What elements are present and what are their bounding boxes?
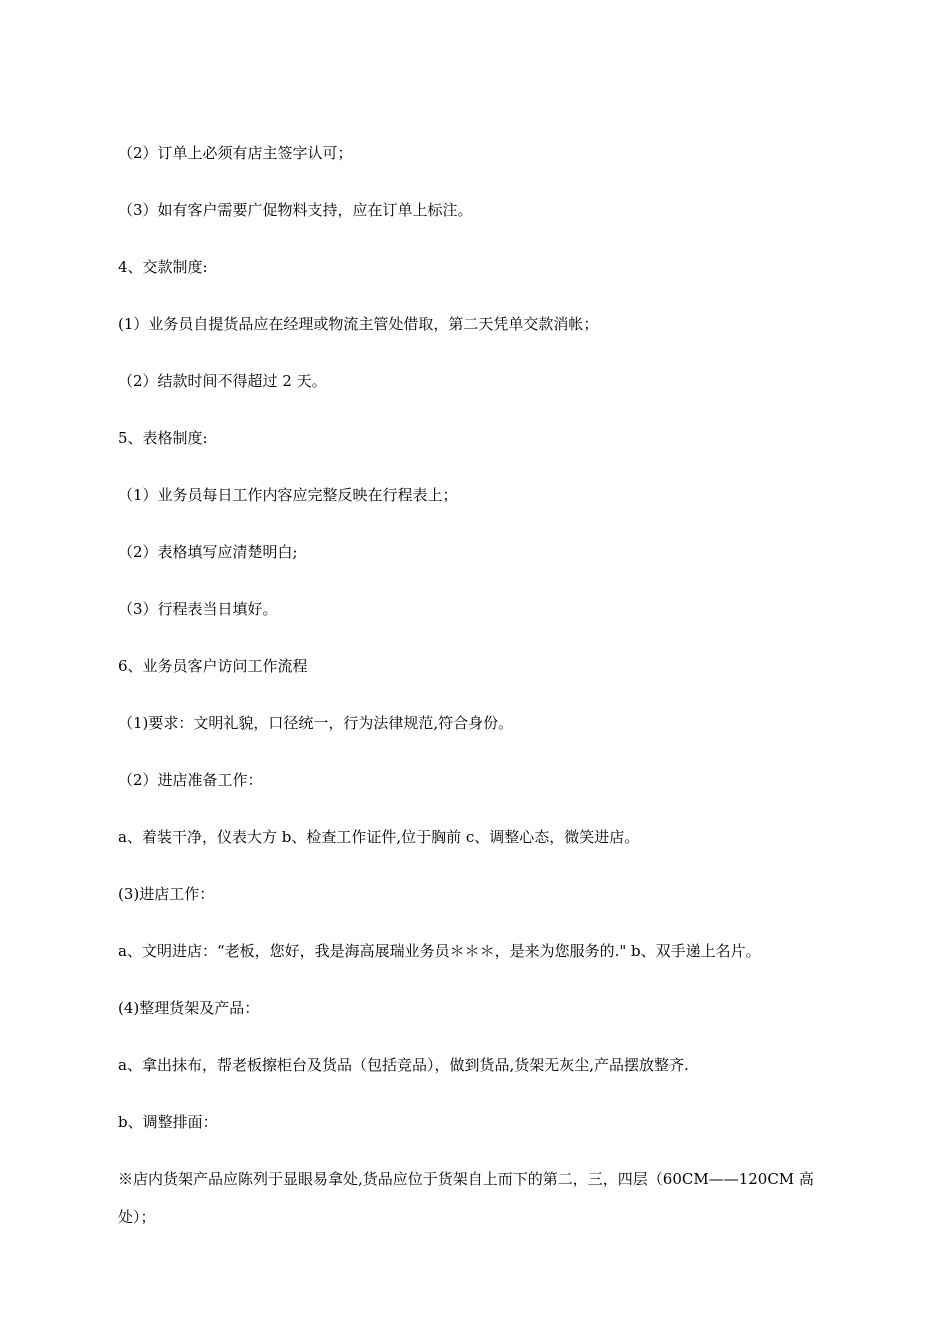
paragraph-form-same-day: （3）行程表当日填好。 <box>118 600 278 618</box>
paragraph-order-signature: （2）订单上必须有店主签字认可； <box>118 144 353 162</box>
paragraph-form-itinerary: （1）业务员每日工作内容应完整反映在行程表上； <box>118 486 458 504</box>
paragraph-clean-counter: a、拿出抹布，帮老板擦柜台及货品（包括竞品），做到货品,货架无灰尘,产品摆放整齐. <box>118 1056 689 1074</box>
paragraph-preparation-steps: a、着装干净，仪表大方 b、检查工作证件,位于胸前 c、调整心态，微笑进店。 <box>118 828 640 846</box>
paragraph-shelf-arrangement: (4)整理货架及产品： <box>118 999 260 1017</box>
paragraph-order-promo-material: （3）如有客户需要广促物料支持，应在订单上标注。 <box>118 201 473 219</box>
paragraph-payment-pickup: (1）业务员自提货品应在经理或物流主管处借取，第二天凭单交款消帐； <box>118 315 599 333</box>
paragraph-payment-deadline: （2）结款时间不得超过 2 天。 <box>118 372 327 390</box>
heading-visit-workflow: 6、业务员客户访问工作流程 <box>118 657 308 675</box>
paragraph-entering-store: (3)进店工作： <box>118 885 215 903</box>
paragraph-shelf-placement-note: ※店内货架产品应陈列于显眼易拿处,货品应位于货架自上而下的第二，三，四层（60CM——120CM 高处）； <box>118 1170 814 1226</box>
paragraph-form-clarity: （2）表格填写应清楚明白; <box>118 543 298 561</box>
paragraph-adjust-facing: b、调整排面： <box>118 1113 218 1131</box>
paragraph-visit-preparation: （2）进店准备工作： <box>118 771 263 789</box>
paragraph-visit-requirements: （1)要求：文明礼貌，口径统一，行为法律规范,符合身份。 <box>118 714 514 732</box>
paragraph-greeting-steps: a、文明进店：“老板，您好，我是海高展瑞业务员＊＊＊，是来为您服务的." b、双手递上名片。 <box>118 942 761 960</box>
heading-form-rules: 5、表格制度: <box>118 429 208 447</box>
heading-payment-rules: 4、交款制度: <box>118 258 208 276</box>
